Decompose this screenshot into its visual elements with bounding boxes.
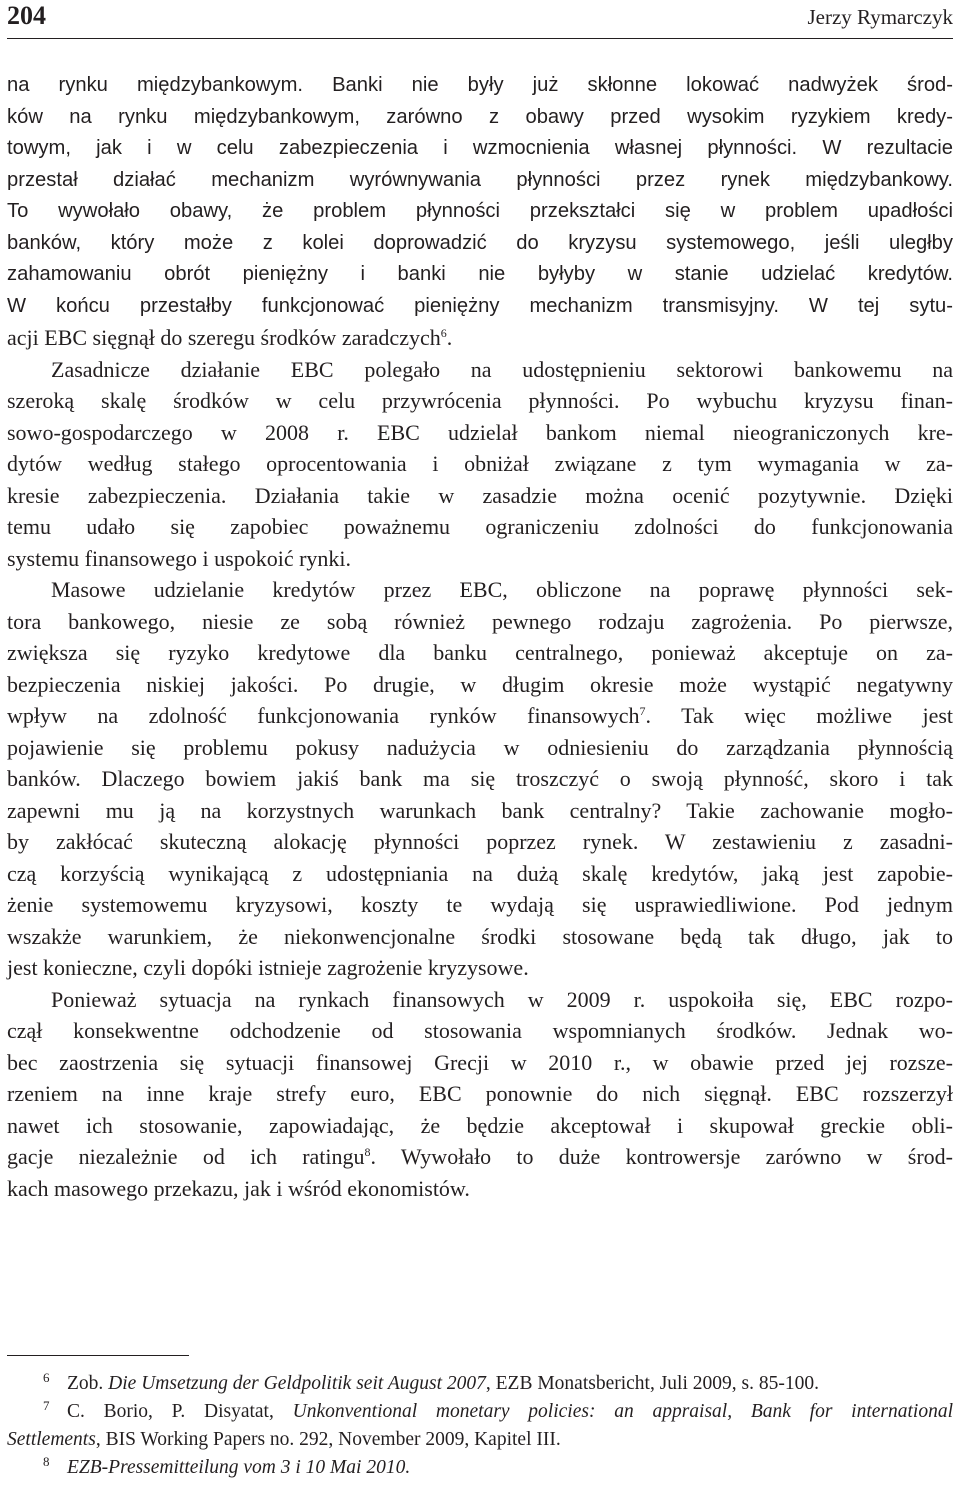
footnote-text: C. Borio, P. Disyatat, xyxy=(67,1401,293,1422)
text-line: żenie systemowemu kryzysowi, koszty te wydają się usprawiedliwione. Pod jednym xyxy=(7,892,953,917)
text-line: Masowe udzielanie kredytów przez EBC, obliczone na poprawę płynności sek- xyxy=(51,577,953,602)
footnote-title: Settlements xyxy=(7,1429,96,1450)
text-line xyxy=(7,322,953,354)
text-line: banków. Dlaczego bowiem jakiś bank ma się troszczyć o swoją płynność, skoro i tak xyxy=(7,766,953,791)
paragraph-3 xyxy=(7,574,953,984)
text-line: banków, który może z kolei doprowadzić do kryzysu systemowego, jeśli uległby xyxy=(7,231,953,254)
text-fragment: acji EBC sięgnął do szeregu środków zaradczych xyxy=(7,325,441,350)
text-line: wszakże warunkiem, że niekonwencjonalne środki stosowane będą tak długo, jak to xyxy=(7,923,953,949)
text-line: jest konieczne, czyli dopóki istnieje zagrożenie kryzysowe. xyxy=(7,955,529,980)
page-number: 204 xyxy=(7,1,46,30)
text-line: kresie zabezpieczenia. Działania takie w zasadzie można ocenić pozytywnie. Dzięki xyxy=(7,482,953,508)
text-line: ków na rynku międzybankowym, zarówno z obawy przed wysokim ryzykiem kredy- xyxy=(7,105,953,128)
text-line: bec zaostrzenia się sytuacji finansowej Grecji w 2010 r., w obawie przed jej rozsze- xyxy=(7,1049,953,1075)
text-fragment: . Tak więc możliwe jest xyxy=(645,703,954,728)
text-line: kach masowego przekazu, jak i wśród ekonomistów. xyxy=(7,1175,470,1201)
text-line: rzeniem na inne kraje strefy euro, EBC ponownie do nich sięgnął. EBC rozszerzył xyxy=(7,1081,953,1106)
text-line: systemu finansowego i uspokoić rynki. xyxy=(7,545,352,571)
text-line: Ponieważ sytuacja na rynkach finansowych w 2009 r. uspokoiła się, EBC rozpo- xyxy=(51,986,953,1012)
text-line: pojawienie się problemu pokusy nadużycia w odniesieniu do zarządzania płynnością xyxy=(7,734,953,760)
text-fragment: . Wywołało to duże kontrowersje zarówno w środ- xyxy=(370,1144,954,1169)
running-header xyxy=(7,0,953,39)
footnote-ref-6[interactable]: 6 xyxy=(440,326,447,340)
main-text xyxy=(7,70,953,1204)
text-line: W końcu przestałby funkcjonować pieniężny mechanizm transmisyjny. W tej sytu- xyxy=(7,294,953,317)
footnote-8: 8 EZB-Pressemitteilung vom 3 i 10 Mai 2010. xyxy=(43,1454,411,1478)
footnote-7-line-2 xyxy=(7,1426,953,1454)
paragraph-1 xyxy=(7,70,953,322)
text-line: czął konsekwentne odchodzenie od stosowania wspomnianych środków. Jednak wo- xyxy=(7,1018,953,1043)
text-fragment: gacje niezależnie od ich ratingu xyxy=(7,1144,365,1169)
text-line xyxy=(7,1141,953,1173)
text-line: zapewni mu ją na korzystnych warunkach bank centralny? Takie zachowanie mogło- xyxy=(7,797,953,823)
text-line: Zasadnicze działanie EBC polegało na udostępnieniu sektorowi bankowemu na xyxy=(51,356,953,382)
text-fragment: wpływ na zdolność funkcjonowania rynków finansowych xyxy=(7,703,640,728)
footnote-title: EZB-Pressemitteilung vom 3 i 10 Mai 2010. xyxy=(67,1457,411,1478)
text-line: szeroką skalę środków w celu przywrócenia płynności. Po wybuchu kryzysu finan- xyxy=(7,388,953,413)
text-line: towym, jak i w celu zabezpieczenia i wzmocnienia własnej płynności. W rezultacie xyxy=(7,137,953,159)
footnote-6: 6 Zob. Die Umsetzung der Geldpolitik seit August 2007, EZB Monatsbericht, Juli 2009, s. 85-100. xyxy=(43,1370,819,1394)
text-line: czą korzyścią wynikającą z udostępniania na dużą skalę kredytów, jaką jest zapobie- xyxy=(7,860,953,886)
footnote-title: Unkonventional monetary policies: an appraisal, Bank for international xyxy=(292,1401,954,1422)
text-line: zwiększa się ryzyko kredytowe dla banku centralnego, ponieważ akceptuje on za- xyxy=(7,640,953,665)
text-line: tora bankowego, niesie ze sobą również pewnego rodzaju zagrożenia. Po pierwsze, xyxy=(7,608,953,634)
footnote-title: Die Umsetzung der Geldpolitik seit August 2007 xyxy=(108,1373,486,1394)
running-header-author: Jerzy Rymarczyk xyxy=(807,5,953,29)
footnote-7-line-1: 7 C. Borio, P. Disyatat, Unkonventional monetary policies: an appraisal, Bank for international xyxy=(43,1398,954,1422)
text-line: nawet ich stosowanie, zapowiadając, że będzie akceptował i skupował greckie obli- xyxy=(7,1112,953,1138)
footnote-text: , BIS Working Papers no. 292, November 2009, Kapitel III. xyxy=(95,1429,561,1450)
text-line: To wywołało obawy, że problem płynności przekształci się w problem upadłości xyxy=(7,200,953,222)
paragraph-4 xyxy=(7,984,953,1205)
text-line: przestał działać mechanizm wyrównywania płynności przez rynek międzybankowy. xyxy=(7,168,953,191)
footnote-ref-8[interactable]: 8 xyxy=(364,1145,371,1159)
paragraph-2 xyxy=(7,354,953,575)
footnotes xyxy=(7,1370,953,1482)
text-fragment: . xyxy=(446,325,453,350)
text-line: by zakłócać skuteczną alokację płynności poprzez rynek. W zestawieniu z zasadni- xyxy=(7,829,953,854)
text-line: dytów według stałego oprocentowania i obniżał związane z tym wymagania w za- xyxy=(7,451,953,476)
text-line: temu udało się zapobiec poważnemu ograniczeniu zdolności do funkcjonowania xyxy=(7,514,953,539)
text-line: sowo-gospodarczego w 2008 r. EBC udzielał bankom niemal nieograniczonych kre- xyxy=(7,419,953,445)
footnote-text: , EZB Monatsbericht, Juli 2009, s. 85-100. xyxy=(485,1373,819,1394)
footnote-text: Zob. xyxy=(67,1373,109,1394)
text-line: na rynku międzybankowym. Banki nie były już skłonne lokować nadwyżek środ- xyxy=(7,74,953,96)
footnote-separator xyxy=(7,1355,189,1356)
text-line xyxy=(7,700,953,732)
paragraph-1-end xyxy=(7,322,953,354)
text-line: bezpieczenia niskiej jakości. Po drugie, w długim okresie może wystąpić negatywny xyxy=(7,671,953,697)
footnote-ref-7[interactable]: 7 xyxy=(639,704,646,718)
text-line: zahamowaniu obrót pieniężny i banki nie byłyby w stanie udzielać kredytów. xyxy=(7,263,953,285)
